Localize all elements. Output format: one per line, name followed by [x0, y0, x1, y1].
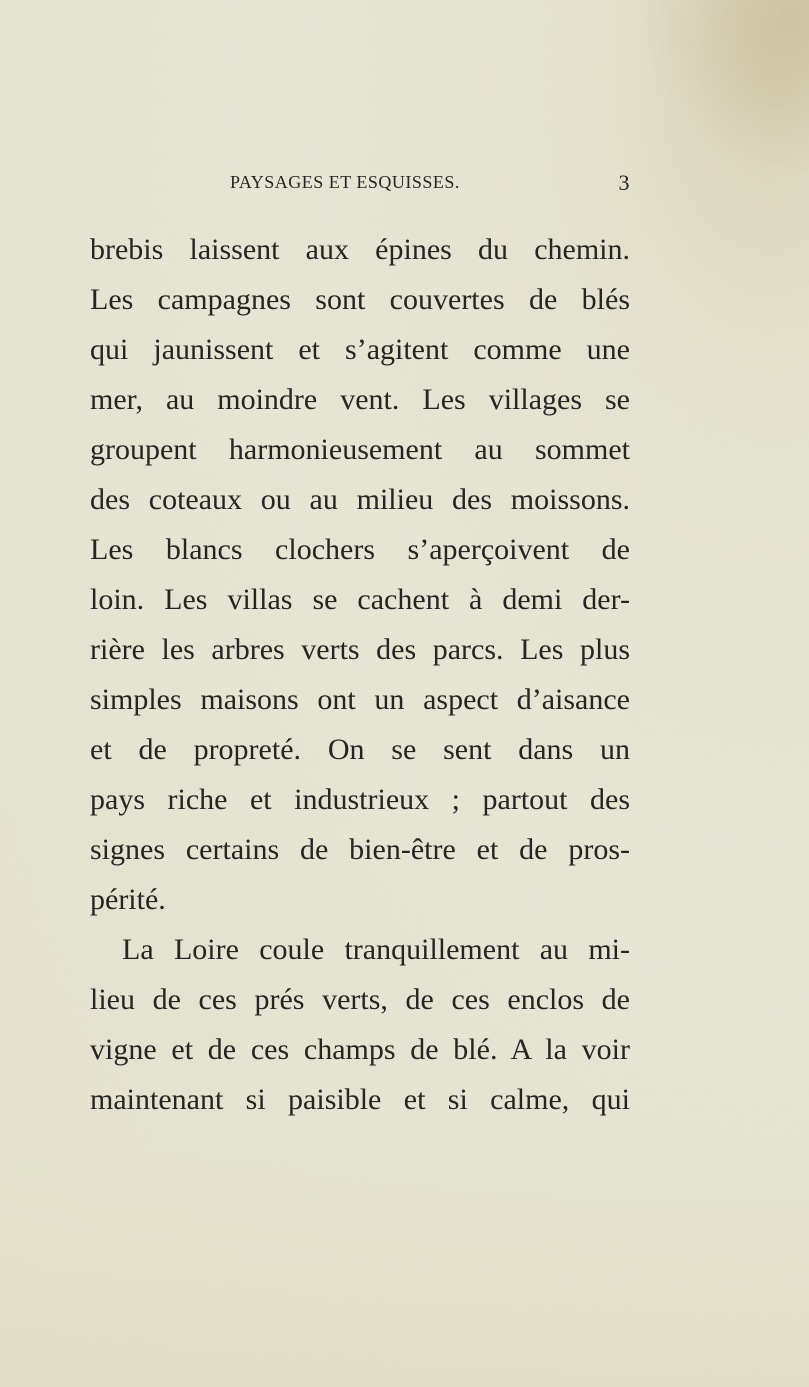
text-line: brebis laissent aux épines du chemin.	[90, 233, 630, 266]
text-line: lieu de ces prés verts, de ces enclos de	[90, 983, 630, 1016]
text-line: maintenant si paisible et si calme, qui	[90, 1083, 630, 1116]
text-line: loin. Les villas se cachent à demi der-	[90, 583, 630, 616]
page-number: 3	[618, 170, 630, 195]
text-line: des coteaux ou au milieu des moissons.	[90, 483, 630, 516]
paper-stain	[640, 0, 809, 180]
text-line: vigne et de ces champs de blé. A la voir	[90, 1033, 630, 1066]
text-line: simples maisons ont un aspect d’aisance	[90, 683, 630, 716]
text-line: Les blancs clochers s’aperçoivent de	[90, 533, 630, 566]
text-line: mer, au moindre vent. Les villages se	[90, 383, 630, 416]
text-line: signes certains de bien-être et de pros-	[90, 833, 630, 866]
body-text	[90, 225, 630, 1125]
text-line: rière les arbres verts des parcs. Les plus	[90, 633, 630, 666]
page-header	[90, 170, 630, 196]
paragraph-start-line: La Loire coule tranquillement au mi-	[122, 933, 630, 966]
text-line: et de propreté. On se sent dans un	[90, 733, 630, 766]
text-line: périté.	[90, 883, 166, 916]
paper-stain-bottom	[0, 1150, 809, 1387]
running-title: PAYSAGES ET ESQUISSES.	[230, 172, 460, 192]
text-line: qui jaunissent et s’agitent comme une	[90, 333, 630, 366]
text-line: groupent harmonieusement au sommet	[90, 433, 630, 466]
text-line: Les campagnes sont couvertes de blés	[90, 283, 630, 316]
text-line: pays riche et industrieux ; partout des	[90, 783, 630, 816]
